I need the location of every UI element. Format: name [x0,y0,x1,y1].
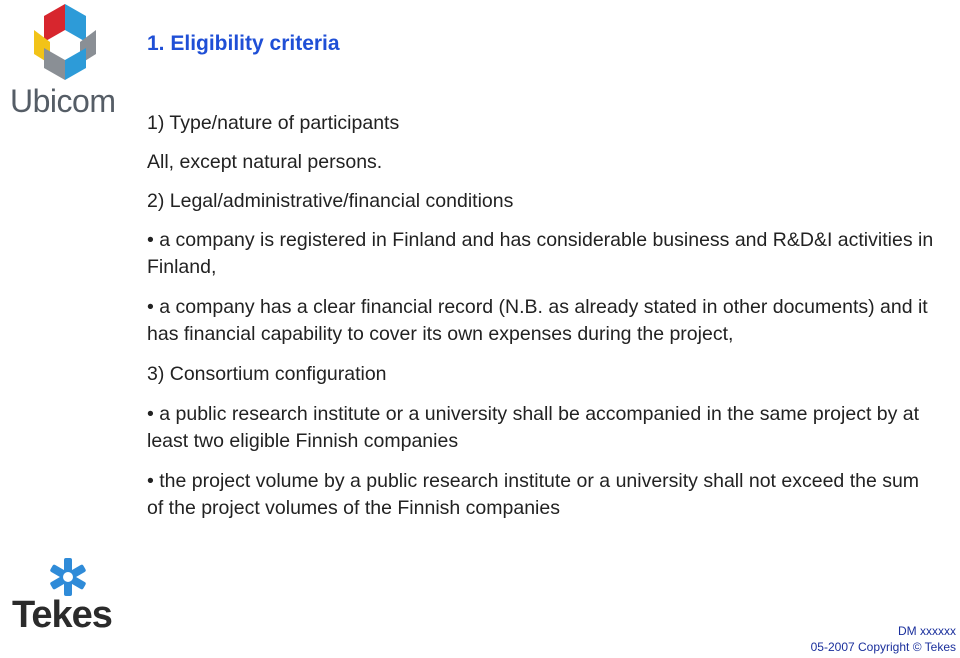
footer-copyright: 05-2007 Copyright © Tekes [810,640,956,654]
bullet-item: • a company has a clear financial record (N.B. as already stated in other documents) and it has financial capability to cover its own expenses during the project, [147,294,937,348]
logo-sidebar [0,0,136,658]
section-heading: 1) Type/nature of participants [147,112,400,134]
bullet-item: • the project volume by a public research institute or a university shall not exceed the sum of the project volumes of the Finnish companies [147,468,937,522]
bullet-item: • a public research institute or a university shall be accompanied in the same project by at least two eligible Finnish companies [147,401,937,455]
bullet-item: • a company is registered in Finland and has considerable business and R&D&I activities in Finland, [147,227,937,281]
ubicom-logo-text: Ubicom [10,83,116,119]
ubicom-logo-icon [28,2,102,82]
section-text: All, except natural persons. [147,151,383,173]
section-heading: 2) Legal/administrative/financial conditions [147,190,514,212]
section-heading: 3) Consortium configuration [147,363,387,385]
slide-title: 1. Eligibility criteria [147,32,340,55]
slide-body [147,110,937,522]
tekes-logo-text: Tekes [12,594,112,636]
footer-doc-id: DM xxxxxx [898,624,956,638]
